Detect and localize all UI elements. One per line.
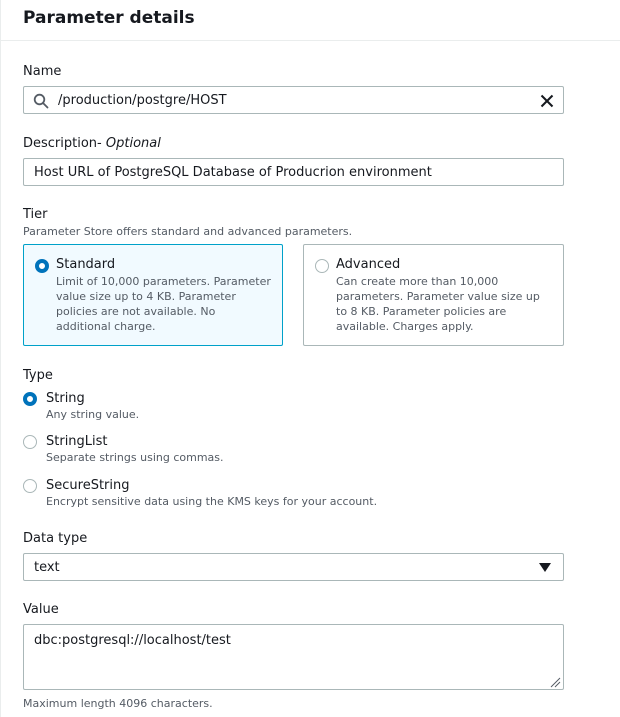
- type-option-stringlist[interactable]: [23, 434, 563, 470]
- type-option-securestring[interactable]: [23, 478, 563, 514]
- type-label: Type: [23, 368, 53, 383]
- description-optional-text: Optional: [105, 136, 161, 151]
- type-stringlist-radio[interactable]: [23, 435, 37, 449]
- tier-advanced-desc: Can create more than 10,000 parameters. Parameter value size up to 8 KB. Parameter policies are available. Charges apply.: [336, 275, 540, 333]
- type-string-title: String: [46, 391, 85, 406]
- type-stringlist-title: StringList: [46, 434, 108, 449]
- tier-tile-advanced[interactable]: [303, 244, 564, 346]
- value-hint: Maximum length 4096 characters.: [23, 697, 213, 710]
- tier-hint: Parameter Store offers standard and advanced parameters.: [23, 225, 353, 238]
- type-option-string[interactable]: [23, 391, 563, 427]
- tier-advanced-title: Advanced: [336, 257, 401, 272]
- value-textarea[interactable]: [23, 624, 564, 690]
- type-string-radio[interactable]: [23, 392, 37, 406]
- tier-advanced-radio[interactable]: [315, 259, 329, 273]
- name-label: Name: [23, 64, 62, 79]
- search-icon: [33, 93, 49, 109]
- panel-title: Parameter details: [23, 8, 195, 28]
- data-type-select[interactable]: [23, 553, 564, 581]
- name-value: /production/postgre/HOST: [58, 92, 227, 108]
- value-label: Value: [23, 602, 59, 617]
- type-stringlist-desc: Separate strings using commas.: [46, 451, 224, 464]
- tier-label: Tier: [23, 207, 48, 222]
- description-value: Host URL of PostgreSQL Database of Producrion environment: [34, 164, 432, 180]
- tier-standard-radio[interactable]: [35, 259, 49, 273]
- tier-standard-title: Standard: [56, 257, 116, 272]
- tier-tile-standard[interactable]: [23, 244, 283, 346]
- data-type-label: Data type: [23, 531, 88, 546]
- data-type-value: text: [34, 559, 60, 575]
- resize-handle-icon[interactable]: [549, 676, 561, 688]
- description-label: [23, 136, 161, 151]
- tier-standard-desc: Limit of 10,000 parameters. Parameter value size up to 4 KB. Parameter policies are not available. No additional charge.: [56, 275, 271, 333]
- caret-down-icon: [539, 563, 551, 573]
- name-input[interactable]: [23, 86, 564, 114]
- description-input[interactable]: [23, 158, 564, 186]
- panel-header: [1, 0, 620, 41]
- type-string-desc: Any string value.: [46, 408, 140, 421]
- close-icon[interactable]: [540, 94, 554, 108]
- type-securestring-radio[interactable]: [23, 479, 37, 493]
- description-label-text: Description-: [23, 136, 102, 151]
- type-securestring-desc: Encrypt sensitive data using the KMS keys for your account.: [46, 495, 378, 508]
- type-securestring-title: SecureString: [46, 478, 130, 493]
